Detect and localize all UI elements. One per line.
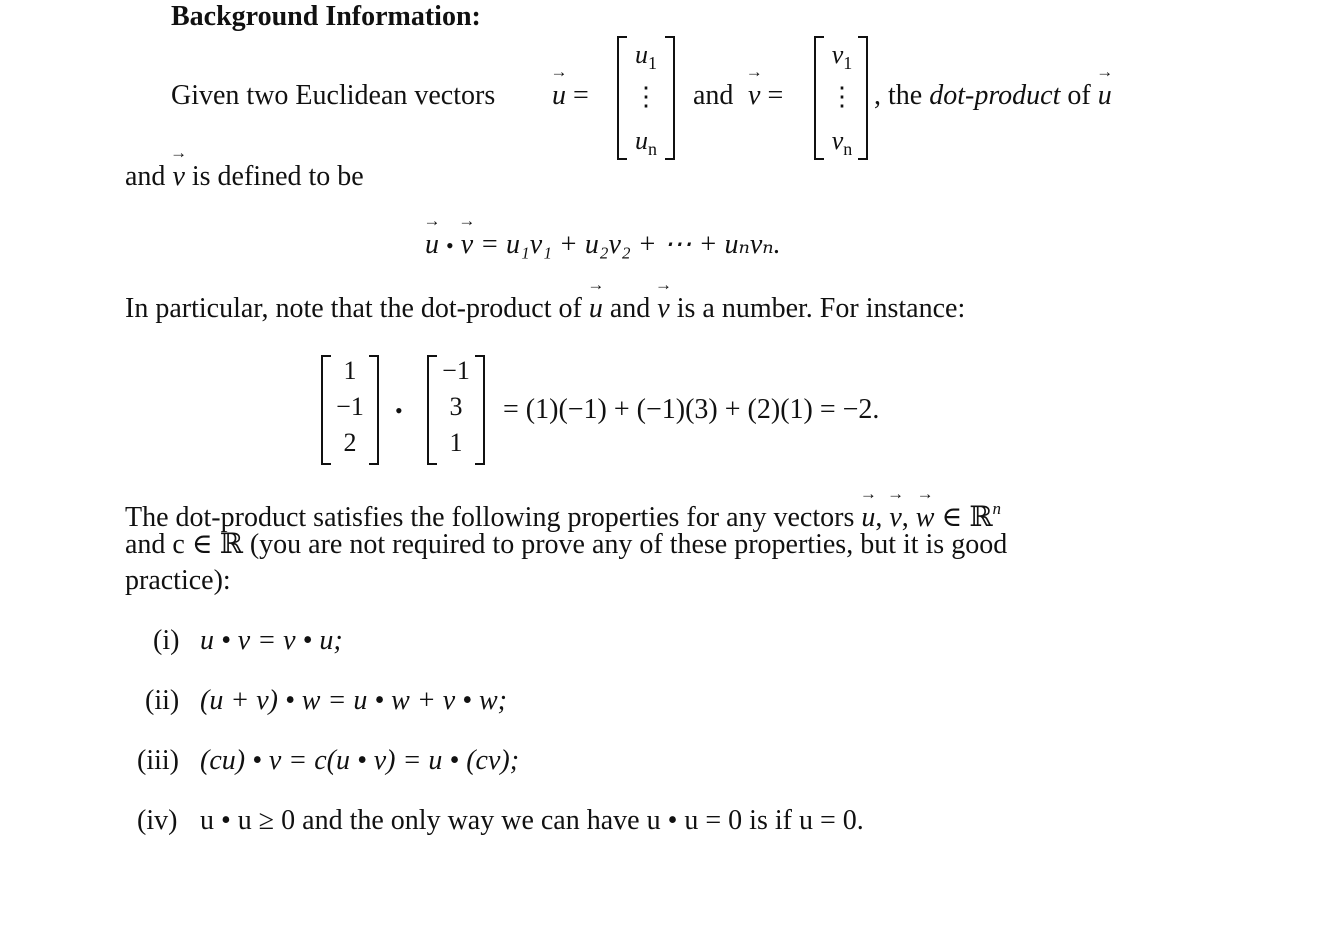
vector-v-symbol: → v = (748, 79, 783, 113)
u-entry-dots: ⋮ (633, 82, 659, 111)
vector-u-symbol: → u = (552, 79, 589, 113)
v-entry-top: $v_1$ (831, 40, 853, 73)
property-item: u • u ≥ 0 and the only way we can have u • u = 0 is if u = 0. (200, 805, 864, 836)
particular-text: In particular, note that the dot-product of → u and → v is a number. For instance: (125, 292, 965, 326)
property-item: (cu) • v = c(u • v) = u • (cv); (200, 745, 520, 776)
intro-given-text: Given two Euclidean vectors (171, 80, 496, 111)
properties-intro-line3: practice): (125, 565, 231, 596)
property-label: (i) (153, 625, 180, 656)
intro-line2: and → v is defined to be (125, 160, 364, 194)
example-v1-entry: 1 (343, 356, 357, 385)
example-v2-entry: 3 (449, 392, 463, 421)
property-label: (iii) (137, 745, 179, 776)
v-entry-bottom: $v_n$ (831, 126, 853, 159)
property-label: (iv) (137, 805, 178, 836)
u-entry-top: $u_1$ (635, 40, 657, 73)
properties-intro-line1: The dot-product satisfies the following properties for any vectors → u, → v, → w ∈ ℝ$^n$ (125, 492, 1001, 535)
example-v2-entry: −1 (442, 356, 470, 385)
definition-formula: → u • → v = u₁v₁ + u₂v₂ + ⋯ + uₙvₙ. (425, 228, 781, 263)
section-heading: Background Information: (171, 1, 481, 32)
v-entry-dots: ⋮ (829, 82, 855, 111)
example-v2-entry: 1 (449, 428, 463, 457)
u-entry-bottom: $u_n$ (635, 126, 657, 159)
example-dot-operator: • (395, 398, 403, 423)
property-item: u • v = v • u; (200, 625, 343, 656)
dot-product-term: dot-product (929, 80, 1061, 111)
example-v1-entry: −1 (336, 392, 364, 421)
intro-tail: , the dot-product of → u (874, 79, 1112, 113)
property-item: (u + v) • w = u • w + v • w; (200, 685, 507, 716)
example-result: = (1)(−1) + (−1)(3) + (2)(1) = −2. (503, 394, 880, 425)
intro-and-word: and (693, 80, 734, 111)
properties-intro-line2: and c ∈ ℝ (you are not required to prove any of these properties, but it is good (125, 529, 1008, 560)
property-label: (ii) (145, 685, 180, 716)
definition-rhs: = u₁v₁ + u₂v₂ + ⋯ + uₙvₙ. (480, 229, 781, 260)
example-v1-entry: 2 (343, 428, 357, 457)
